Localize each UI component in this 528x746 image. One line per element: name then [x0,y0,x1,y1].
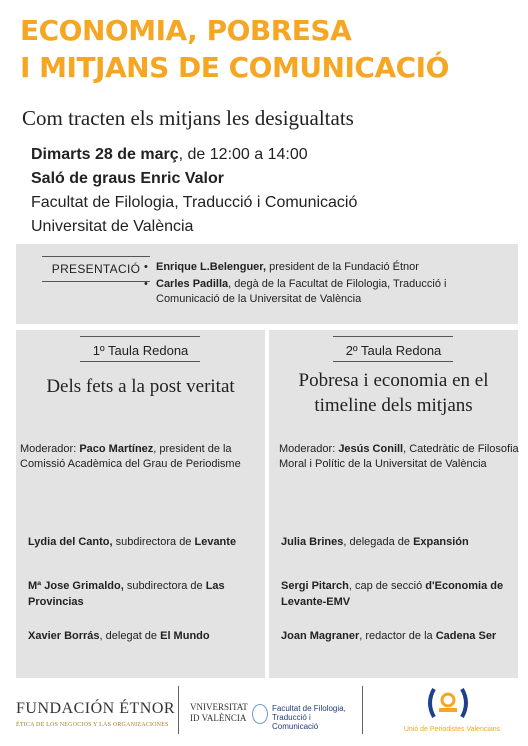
sponsor-logos [0,680,528,746]
divider [80,336,200,337]
fundacion-etnor-tagline: ÉTICA DE LOS NEGOCIOS Y LAS ORGANIZACIONES [16,722,169,728]
list-item: • Enrique L.Belenguer, president de la Fundació Étnor [144,260,484,275]
event-time: , de 12:00 a 14:00 [178,146,308,163]
round-table-1 [16,330,265,678]
uv-emblem-icon [252,704,268,724]
presentacio-speakers [144,260,484,309]
universitat-valencia-logo [190,690,350,734]
divider [333,336,453,337]
page-title [20,12,449,86]
event-venue: Saló de graus Enric Valor [31,170,224,187]
round-table-title: Pobresa i economia en el timeline dels mitjans [298,370,489,416]
event-info [31,143,357,239]
fundacion-etnor-logo [16,690,176,734]
list-item: Mª Jose Grimaldo, subdirectora de Las Provincias [28,580,225,608]
event-university: Universitat de València [31,218,194,235]
uv-wordmark: VNIVERSITAT ID VALÈNCIA [190,702,248,723]
list-item: Xavier Borrás, delegat de El Mundo [28,630,210,642]
divider [333,361,453,362]
round-table-label: 1º Taula Redona [92,343,189,358]
event-date: Dimarts 28 de març [31,146,179,163]
list-item: Joan Magraner, redactor de la Cadena Ser [281,630,497,642]
divider [80,361,200,362]
round-table-2-header [269,330,518,426]
fundacion-etnor-name: FUNDACIÓN ÉTNOR [16,700,176,717]
presentacio-panel [16,244,518,324]
event-datetime [31,143,357,167]
title-line-1: ECONOMIA, POBRESA [20,14,352,47]
round-table-label: 2º Taula Redona [345,343,442,358]
list-item: Lydia del Canto, subdirectora de Levante [28,536,237,548]
title-line-2: I MITJANS DE COMUNICACIÓ [20,51,449,84]
list-item: Julia Brines, delegada de Expansión [281,536,469,548]
round-table-2 [269,330,518,678]
list-item: Sergi Pitarch, cap de secció d'Economia de Levante-EMV [281,580,504,608]
upv-logo [384,682,520,742]
event-faculty: Facultat de Filologia, Traducció i Comunicació [31,194,358,211]
divider [178,686,179,734]
upv-emblem-icon [424,686,472,720]
divider [362,686,363,734]
page-subtitle: Com tracten els mitjans les desigualtats [22,106,354,130]
round-table-title: Dels fets a la post veritat [46,376,235,397]
faculty-wordmark: Facultat de Filologia, Traducció i Comunicació [272,704,346,731]
moderator: Moderador: Paco Martínez, president de la Comissió Acadèmica del Grau de Periodisme [20,443,241,470]
list-item: • Carles Padilla, degà de la Facultat de Filologia, Traducció i Comunicació de la Universitat de València [144,277,484,307]
presentacio-label: PRESENTACIÓ [42,256,150,282]
round-table-1-header [16,330,265,426]
upv-name: Unió de Periodistes Valencians [403,726,501,733]
moderator: Moderador: Jesús Conill, Catedràtic de Filosofia Moral i Polític de la Universitat de València [279,443,519,470]
